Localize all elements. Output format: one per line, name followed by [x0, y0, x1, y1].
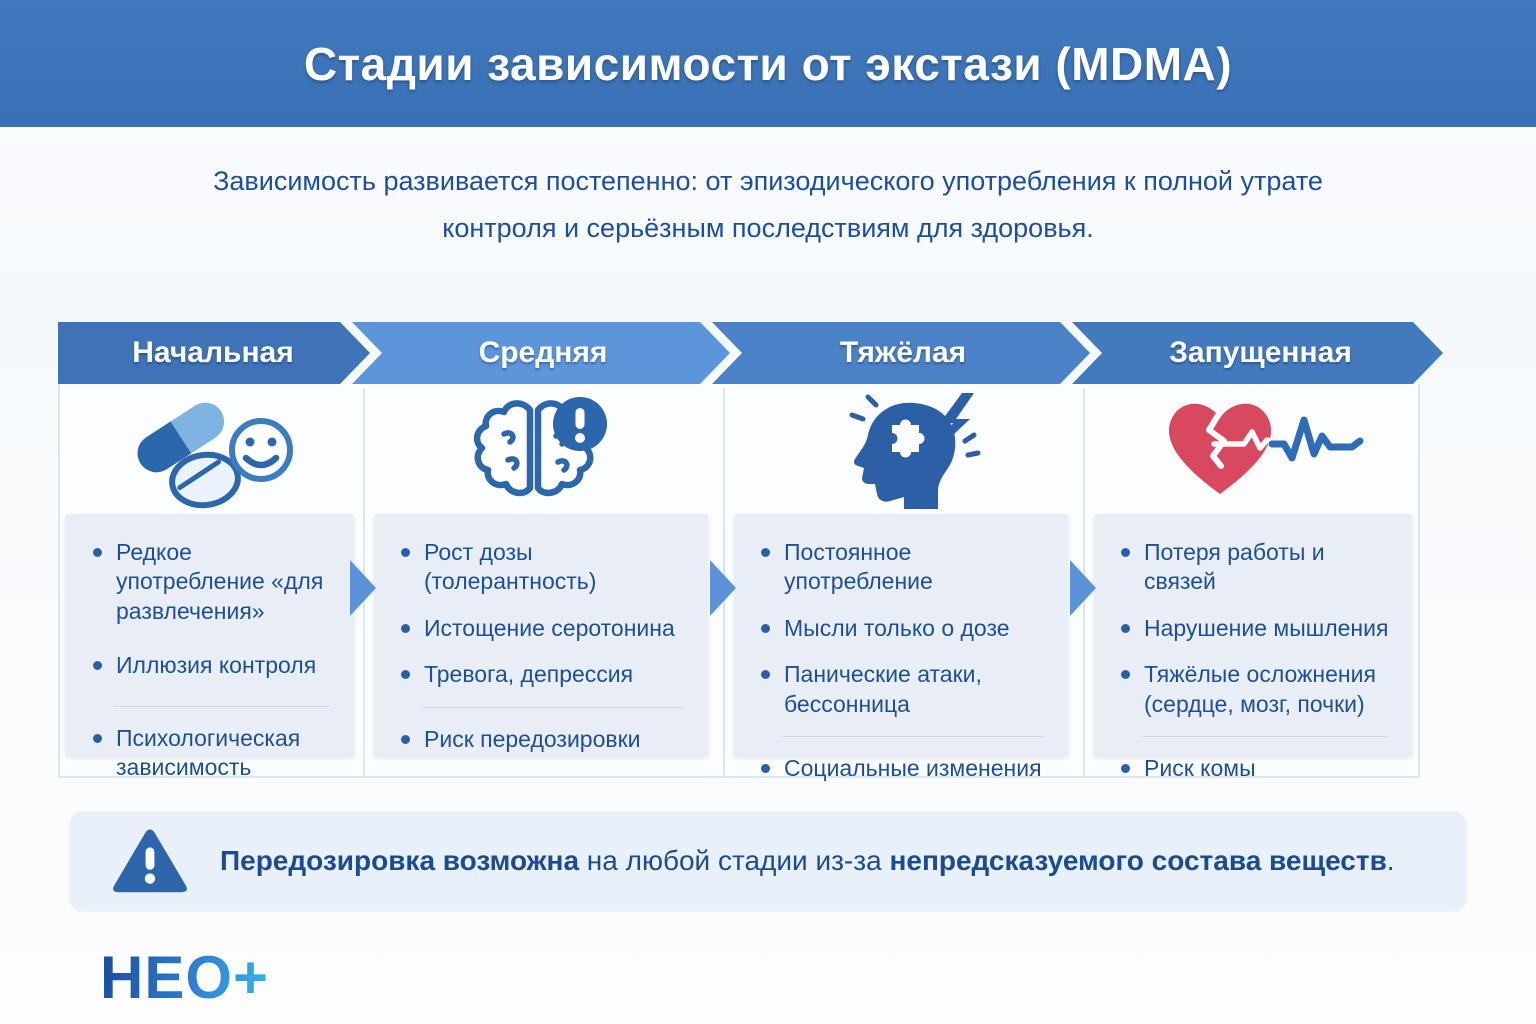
stage-item: Иллюзия контроля: [84, 651, 340, 680]
stage-card-initial: [66, 514, 354, 781]
flow-arrow-icon: [1069, 558, 1097, 618]
item-divider: [782, 736, 1044, 737]
stage-item: Постоянное употребление: [752, 538, 1054, 597]
page-title: Стадии зависимости от экстази (MDMA): [303, 37, 1233, 90]
stage-card-middle: [374, 514, 708, 756]
stage-item: Риск передозировки: [392, 725, 694, 754]
item-divider: [1142, 736, 1388, 737]
intro-line-1: Зависимость развивается постепенно: от эпизодического употребления к полной утрате: [213, 166, 1323, 196]
stage-item: Рост дозы (толерантность): [392, 538, 694, 597]
stage-card-advanced: [1094, 514, 1412, 782]
stage-card-severe: [734, 514, 1068, 782]
stage-icon-box: [364, 390, 724, 512]
warning-text-regular: .: [1386, 845, 1395, 876]
stage-item: Риск комы: [1112, 754, 1398, 783]
stage-label-initial: Начальная: [132, 336, 294, 369]
header-banner: [0, 0, 1536, 127]
stage-item: Мысли только о дозе: [752, 614, 1054, 643]
warning-text-bold: Передозировка возможна: [220, 845, 580, 876]
stage-icon-box: [58, 390, 364, 512]
pills-smiley-icon: [125, 392, 297, 510]
stage-item: Редкое употребление «для развлечения»: [84, 538, 340, 626]
stage-item: Психологическая зависимость: [84, 724, 340, 783]
stage-item: Социальные изменения: [752, 754, 1054, 783]
intro-line-2: контроля и серьёзным последствиям для здоровья.: [442, 213, 1094, 244]
warning-text-regular: на любой стадии из-за: [579, 845, 890, 876]
item-divider: [114, 706, 330, 707]
flow-arrow-icon: [709, 558, 737, 618]
stage-label-severe: Тяжёлая: [839, 336, 967, 369]
stage-item: Нарушение мышления: [1112, 614, 1398, 643]
warning-banner: [70, 812, 1466, 910]
item-divider: [422, 707, 684, 708]
intro-text: [0, 158, 1536, 253]
warning-text-bold: непредсказуемого состава веществ: [889, 845, 1387, 876]
stage-item: Потеря работы и связей: [1112, 538, 1398, 597]
stage-item: Тревога, депрессия: [392, 660, 694, 689]
brand-logo: НЕО+: [100, 944, 270, 1011]
warning-text: [220, 845, 1395, 877]
stage-item: Истощение серотонина: [392, 614, 694, 643]
stage-label-middle: Средняя: [478, 336, 608, 369]
stage-icon-box: [1084, 390, 1443, 512]
stages-panel: [58, 322, 1443, 782]
stage-label-advanced: Запущенная: [1169, 336, 1352, 369]
warning-triangle-icon: [110, 825, 190, 897]
head-stress-icon: [822, 391, 986, 511]
brain-alert-icon: [464, 392, 624, 510]
stage-item: Панические атаки, бессонница: [752, 660, 1054, 719]
broken-heart-pulse-icon: [1154, 392, 1374, 510]
flow-arrow-icon: [349, 558, 377, 618]
stage-item: Тяжёлые осложнения (сердце, мозг, почки): [1112, 660, 1398, 719]
stage-icon-box: [724, 390, 1084, 512]
